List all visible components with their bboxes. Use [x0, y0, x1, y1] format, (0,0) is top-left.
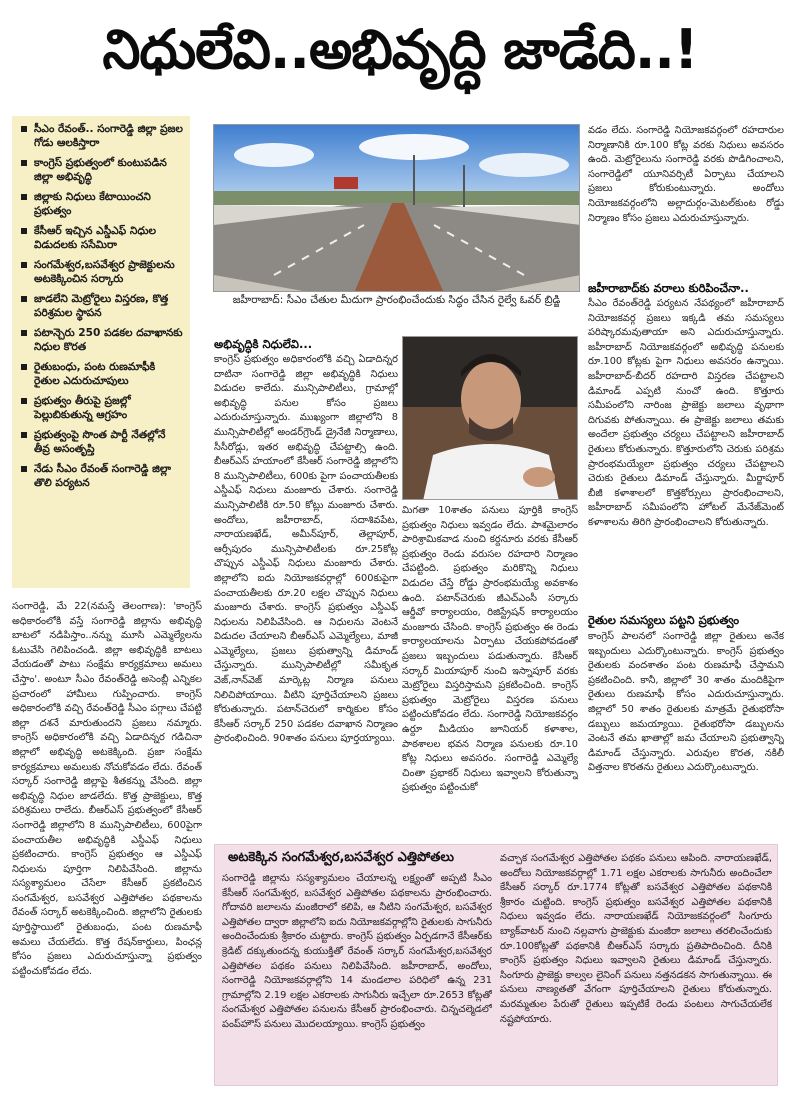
article-center-column: మిగతా 10శాతం పనులు పూర్తికి కాంగ్రెస్ ప్రభుత్వం నిధులు ఇవ్వడం లేదు. పాశమైలారం పారిశ్రామికవాడ నుంచి కర్దనూరు వరకు కేసీఆర్ ప్రభుత్వం రెండు వరుసల రహదారి నిర్మాణం చేపట్టింది. ప్రభుత్వం మరికొన్ని నిధులు విడుదల చేస్తే రోడ్డు ప్రారంభమయ్యే అవకాశం ఉంది. పటాన్‌చెరుకు జీఎచ్ఎంసీ సర్కారు ఆర్డీవో కార్యాలయం, రిజిస్ట్రేషన్ కార్యాలయం మంజూరు చేసింది. కాంగ్రెస్ ప్రభుత్వం ఈ రెండు కార్యాలయాలను ఏర్పాటు చేయకపోవడంతో ప్రజలు ఇబ్బందులు పడుతున్నారు. కేసీఆర్ సర్కార్ మియాపూర్ నుంచి ఇస్నాపూర్ వరకు మెట్రోరైలు విస్తరిస్తామని ప్రకటించింది. కాంగ్రెస్ ప్రభుత్వం మెట్రోరైలు విస్తరణ పనులు పట్టించుకోవడం లేదు. సంగారెడ్డి నియోజకవర్గం ఉర్దూ మీడియం జూనియర్ కళాశాల, పాఠశాలల భవన నిర్మాణ పనులకు రూ.10 కోట్ల నిధులు అవసరం. సంగారెడ్డి ఎమ్మెల్యే చింతా ప్రభాకర్ నిధులు ఇవ్వాలని కోరుతున్నా ప్రభుత్వం పట్టించుకో: [402, 505, 578, 794]
summary-point: కాంగ్రెస్ ప్రభుత్వంలో కుంటుపడిన జిల్లా అభివృద్ధి: [20, 156, 184, 184]
summary-point: పటాన్చెరు 250 పడకల దవాఖానకు నిధుల కొరత: [20, 326, 184, 354]
cm-portrait-image: [403, 337, 578, 500]
cm-portrait: [402, 336, 578, 500]
projects-box-left-text: సంగారెడ్డి జిల్లాను సస్యశ్యామలం చేయాలన్న లక్ష్యంతో అప్పటి సీఎం కేసీఆర్ సంగమేశ్వర, బసవేశ్వర ఎత్తిపోతల పథకాలను ప్రారంభించారు. గోదావరి జలాలను మంజీరాలో కలిపి, ఆ నీటిని సంగమేశ్వర, బసవేశ్వర ఎత్తిపోతల ద్వారా జిల్లాలోని ఐదు నియోజకవర్గాల్లోని రైతులకు సాగునీరు అందించేందుకు శ్రీకారం చుట్టారు. కాంగ్రెస్ ప్రభుత్వం ఏర్పడగానే కేసీఆర్‌కు క్రెడిట్ దక్కుతుందన్న కుయుక్తితో రేవంత్ సర్కార్ సంగమేశ్వర,బసవేశ్వర ఎత్తిపోతల పథకం పనులు నిలిపివేసింది. జహీరాబాద్, అందోలు, సంగారెడ్డి నియోజకవర్గాల్లోని 14 మండలాల పరిధిలో ఉన్న 231 గ్రామాల్లోని 2.19 లక్షల ఎకరాలకు సాగునీరు ఇచ్చేలా రూ.2653 కోట్లతో సంగమేశ్వర ఎత్తిపోతల పనులను కేసీఆర్ ప్రారంభించారు. చిన్నచల్మెడలో పంప్‌హౌస్ పనులు మొదలయ్యాయి. కాంగ్రెస్ ప్రభుత్వం: [222, 873, 492, 1030]
summary-point: రైతుబంధు, పంట రుణమాఫీకి రైతుల ఎదురుచూపులు: [20, 360, 184, 388]
subhead-farmers: రైతుల సమస్యలు పట్టని ప్రభుత్వం: [588, 613, 740, 627]
photo-caption: జహీరాబాద్: సీఎం చేతుల మీదుగా ప్రారంభించేందుకు సిద్ధం చేసిన రైల్వే ఓవర్ బ్రిడ్జి: [232, 294, 561, 306]
bridge-photo: [213, 124, 580, 292]
article-right-column-top: వడం లేదు. సంగారెడ్డి నియోజకవర్గంలో రహదారుల నిర్మాణానికి రూ.100 కోట్ల వరకు నిధులు అవసరం ఉంది. మెట్రోరైలును సంగారెడ్డి వరకు పొడిగించాలని, సంగారెడ్డిలో యూనివర్సిటీ ఏర్పాటు చేయాలని ప్రజలు కోరుకుంటున్నారు. అందోలు నియోజకవర్గంలోని అల్లాదుర్గం-మెటల్‌కుంట రోడ్డు నిర్మాణం కోసం ప్రజలు ఎదురుచూస్తున్నారు.: [588, 125, 784, 224]
summary-point: సంగమేశ్వర,బసవేశ్వర ప్రాజెక్టులను అటకెక్కించిన సర్కారు: [20, 258, 184, 286]
projects-box-title: అటకెక్కిన సంగమేశ్వర,బసవేశ్వర ఎత్తిపోతలు: [228, 850, 455, 865]
article-left-column: సంగారెడ్డి, మే 22(నమస్తే తెలంగాణ): 'కాంగ్రెస్ అధికారంలోకి వస్తే సంగారెడ్డి జిల్లాను అభివృద్ధి బాటలో నడిపిస్తాం..నన్ను మూసి ఎమ్మెల్యేలను ఓటువేసి గెలిపించండి. జిల్లా అభివృద్ధికి బాటలు వేయడంతో పాటు సంక్షేమ కార్యక్రమాలు అమలు చేస్తాం'. అంటూ సీఎం రేవంత్‌రెడ్డి అసెంబ్లీ ఎన్నికల ప్రచారంలో హామీలు గుప్పించారు. కాంగ్రెస్ అధికారంలోకి వచ్చి రేవంత్‌రెడ్డి సీఎం పగ్గాలు చేపట్టి జిల్లా దశనే మారుతుందని ప్రజలు నమ్మారు. కాంగ్రెస్ అధికారంలోకి వచ్చి ఏడాదిన్నర గడిచినా జిల్లాలో అభివృద్ధి అటకెక్కింది. ప్రజా సంక్షేమ కార్యక్రమాలు అమలుకు నోచుకోవడం లేదు. రేవంత్ సర్కార్ సంగారెడ్డి జిల్లాపై శీతకన్ను వేసింది. జిల్లా అభివృద్ధి నిధుల జాడలేదు. కొత్త ప్రాజెక్టులు, కొత్త పరిశ్రమలు రాలేదు. బీఆర్ఎస్ ప్రభుత్వంలో కేసీఆర్ సంగారెడ్డి జిల్లాలోని 8 మున్సిపాలిటీలు, 600పైగా పంచాయతీల అభివృద్ధికి ఎస్డీఎఫ్ నిధులు ప్రకటించారు. కాంగ్రెస్ ప్రభుత్వం ఆ ఎస్డీఎఫ్ నిధులను పూర్తిగా నిలిపివేసింది. జిల్లాను సస్యశ్యామలం చేసేలా కేసీఆర్ ప్రకటించిన సంగమేశ్వర, బసవేశ్వర ఎత్తిపోతల పథకాలను రేవంత్ సర్కార్ అటకెక్కించింది. జిల్లాలోని రైతులకు పూర్తిస్థాయిలో రైతుబంధు, పంట రుణమాఫీ అమలు చేయలేదు. కొత్త రేషన్‌కార్డులు, పింఛన్ల కోసం ప్రజలు ఎదురుచూస్తున్నా ప్రభుత్వం పట్టించుకోవడం లేదు.: [12, 601, 202, 977]
summary-point: సీఎం రేవంత్.. సంగారెడ్డి జిల్లా ప్రజల గోడు ఆలకిస్తారా: [20, 122, 184, 150]
projects-box-right-text: వచ్చాక సంగమేశ్వర ఎత్తిపోతల పథకం పనులు ఆపింది. నారాయణఖేడ్, అందోలు నియోజకవర్గాల్లో 1.71 లక్షల ఎకరాలకు సాగునీరు అందించేలా కేసీఆర్ సర్కార్ రూ.1774 కోట్లతో బసవేశ్వర ఎత్తిపోతల పథకానికి శ్రీకారం చుట్టింది. కాంగ్రెస్ ప్రభుత్వం బసవేశ్వర ఎత్తిపోతల పథకానికి నిధులు ఇవ్వడం లేదు. నారాయణఖేడ్ నియోజకవర్గంలో సింగూరు బ్యాక్‌వాటర్ నుంచి నల్లవాగు ప్రాజెక్టుకు మంజీరా జలాలు తరలించేందుకు రూ.100కోట్లతో పథకానికి బీఆర్ఎస్ సర్కారు ప్రతిపాదించింది. దీనికి కాంగ్రెస్ ప్రభుత్వం నిధులు ఇవ్వాలని రైతులు డిమాండ్ చేస్తున్నారు. సింగూరు ప్రాజెక్టు కాల్వల లైనింగ్ పనులు నత్తనడకన సాగుతున్నాయి. ఈ పనులు నాణ్యతతో వేగంగా పూర్తిచేయాలని రైతులు కోరుతున్నారు. మరమ్మతుల పేరుతో రైతులు ఇప్పటికే రెండు పంటలు సాగుచేయలేక నష్టపోయారు.: [500, 853, 772, 1025]
headline: నిధులేవి..అభివృద్ధి జాడేది..!: [102, 17, 698, 81]
summary-point: జిల్లాకు నిధులు కేటాయించని ప్రభుత్వం: [20, 190, 184, 218]
article-right-column-farmers: కాంగ్రెస్ పాలనలో సంగారెడ్డి జిల్లా రైతులు అనేక ఇబ్బందులు ఎదుర్కొంటున్నారు. కాంగ్రెస్ ప్రభుత్వం రైతులకు వందశాతం పంట రుణమాఫీ చేస్తామని ప్రకటించింది. కానీ, జిల్లాలో 30 శాతం మందికిపైగా రైతులు రుణమాఫీ కోసం ఎదురుచూస్తున్నారు. జిల్లాలో 50 శాతం రైతులకు మాత్రమే రైతుభరోసా డబ్బులు జమయ్యాయి. రైతుభరోసా డబ్బులను వెంటనే తమ ఖాతాల్లో జమ చేయాలని ప్రభుత్వాన్ని డిమాండ్ చేస్తున్నారు. ఎరువుల కొరత, నకిలీ విత్తనాల కొరతను రైతులు ఎదుర్కొంటున్నారు.: [588, 631, 784, 774]
subhead-zaheerabad: జహీరాబాద్‌కు వరాలు కురిపించేనా..: [588, 281, 749, 295]
summary-point: ప్రభుత్వంపై సొంత పార్టీ నేతల్లోనే తీవ్ర అసంతృప్తి: [20, 428, 184, 456]
summary-point: నేడు సీఎం రేవంత్ సంగారెడ్డి జిల్లా తొలి పర్యటన: [20, 462, 184, 490]
summary-point: జాడలేని మెట్రోరైలు విస్తరణ, కొత్త పరిశ్రమల స్థాపన: [20, 292, 184, 320]
subhead-development: అభివృద్ధికి నిధులేవి...: [214, 337, 313, 351]
article-middle-column: కాంగ్రెస్ ప్రభుత్వం అధికారంలోకి వచ్చి ఏడాదిన్నర దాటినా సంగారెడ్డి జిల్లా అభివృద్ధికి నిధులు విడుదల కాలేదు. మున్సిపాలిటీలు, గ్రామాల్లో అభివృద్ధి పనుల కోసం ప్రజలు ఎదురుచూస్తున్నారు. ముఖ్యంగా జిల్లాలోని 8 మున్సిపాలిటీల్లో అండర్‌గ్రౌండ్ డ్రైనేజీ నిర్మాణాలు, సీసీరోడ్లు, ఇతర అభివృద్ధి చేపట్టాల్సి ఉంది. బీఆర్ఎస్ హయాంలో కేసీఆర్ సంగారెడ్డి జిల్లాలోని 8 మున్సిపాలిటీలు, 600కు పైగా పంచాయతీలకు ఎస్డీఎఫ్ నిధులు మంజూరు చేశారు. సంగారెడ్డి మున్సిపాలిటీకి రూ.50 కోట్లు మంజూరు చేశారు. అందోలు, జహీరాబాద్, సదాశివపేట, నారాయణఖేడ్, అమీన్‌పూర్, తెల్లాపూర్, ఆర్సీపురం మున్సిపాలిటీలకు రూ.25కోట్ల చొప్పున ఎస్డీఎఫ్ నిధులు మంజూరు చేశారు. జిల్లాలోని ఐదు నియోజకవర్గాల్లో 600కుపైగా పంచాయతీలకు రూ.20 లక్షల చొప్పున నిధులు మంజూరు చేశారు. కాంగ్రెస్ ప్రభుత్వం ఎస్డీఎఫ్ నిధులను నిలిపివేసింది. ఆ నిధులను వెంటనే విడుదల చేయాలని బీఆర్ఎస్ ఎమ్మెల్యేలు, మాజీ ఎమ్మెల్యేలు, ప్రజలు ప్రభుత్వాన్ని డిమాండ్ చేస్తున్నారు. మున్సిపాలిటీల్లో సమీకృత వెజ్,నాన్‌వెజ్ మార్కెట్ల నిర్మాణ పనులు నిలిచిపోయాయి. వీటిని పూర్తిచేయాలని ప్రజలు కోరుతున్నారు. పటాన్‌చెరులో కార్మికుల కోసం కేసీఆర్ సర్కార్ 250 పడకల దవాఖాన నిర్మాణం ప్రారంభించింది. 90శాతం పనులు పూర్తయ్యాయి.: [214, 354, 398, 745]
summary-point: ప్రభుత్వం తీరుపై ప్రజల్లో పెల్లుబికుతున్న ఆగ్రహం: [20, 394, 184, 422]
bridge-road-image: [214, 125, 580, 292]
summary-point: కేసీఆర్ ఇచ్చిన ఎస్డీఎఫ్ నిధుల విడుదలకు ససేమిరా: [20, 224, 184, 252]
summary-points: [12, 116, 190, 588]
article-right-column-zaheerabad: సీఎం రేవంత్‌రెడ్డి పర్యటన నేపథ్యంలో జహీరాబాద్ నియోజకవర్గ ప్రజలు ఇక్కడి తమ సమస్యలు పరిష్కారమవుతాయా అని ఎదురుచూస్తున్నారు. జహీరాబాద్ నియోజకవర్గంలో అభివృద్ధి పనులకు రూ.100 కోట్లకు పైగా నిధులు అవసరం ఉన్నాయి. జహీరాబాద్-బీదర్ రహదారి విస్తరణ చేపట్టాలని డిమాండ్ ఎప్పటి నుంచో ఉంది. కొత్తూరు సమీపంలోని నారింజ ప్రాజెక్టు జలాలు వృథాగా దిగువకు పోతున్నాయి. ఈ ప్రాజెక్టు జలాలు తమకు అందేలా ప్రభుత్వం చర్యలు చేపట్టాలని జహీరాబాద్ రైతులు కోరుతున్నారు. కొత్తూరులోని చెరుకు పరిశ్రమ ప్రారంభమయ్యేలా ప్రభుత్వం చర్యలు చేపట్టాలని చెరుకు రైతులు డిమాండ్ చేస్తున్నారు. మీర్జాపూర్ బీజీ కళాశాలలో కొత్తకోర్సులు ప్రారంభించాలని, జహీరాబాద్ సమీపంలోని హోటల్ మేనేజ్‌మెంట్ కళాశాలను తిరిగి ప్రారంభించాలని కోరుతున్నారు.: [588, 298, 784, 528]
